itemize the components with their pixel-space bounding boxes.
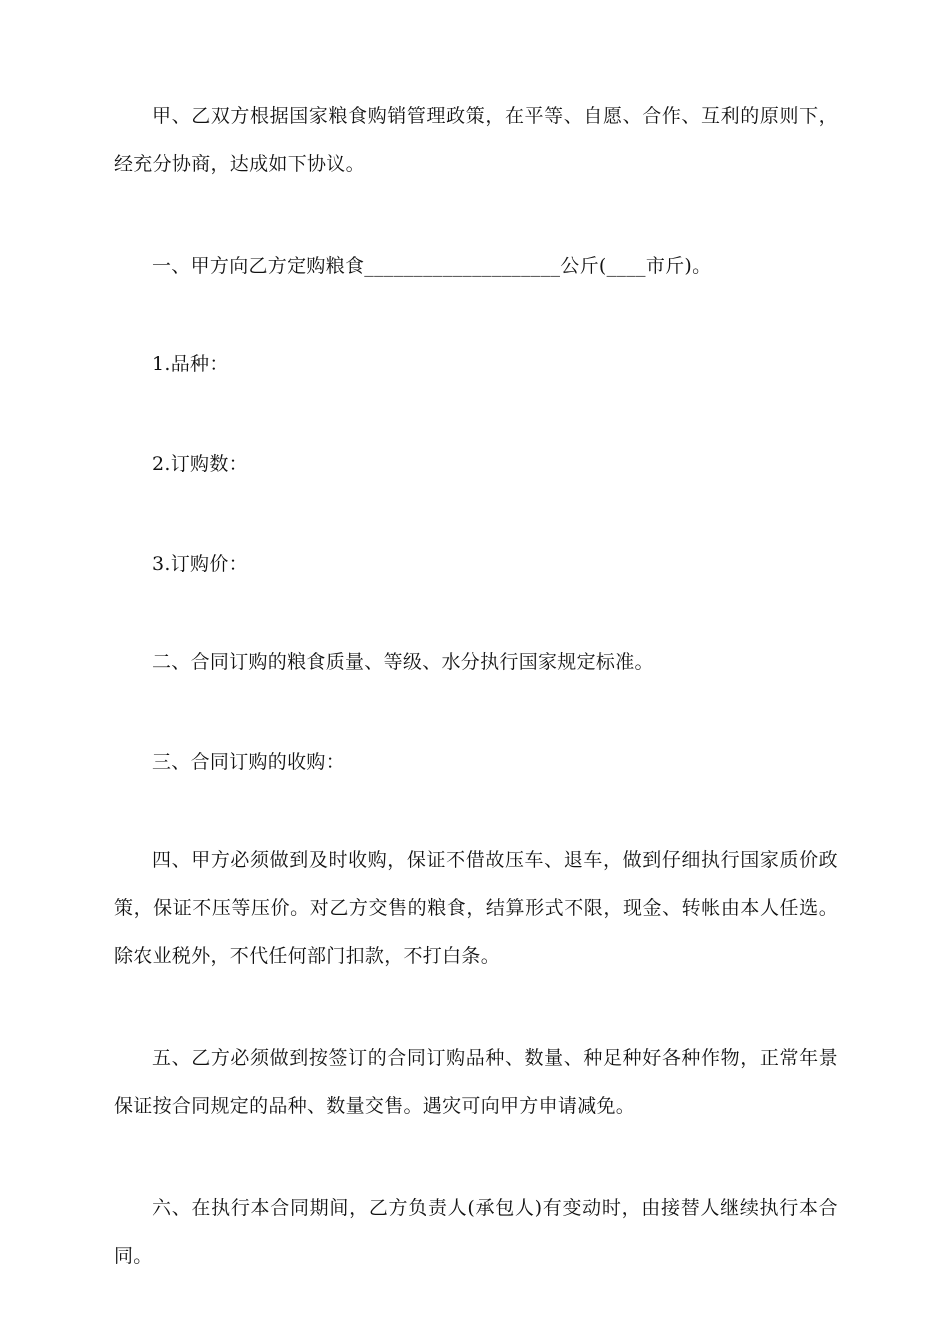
paragraph-item-quantity: 2.订购数：	[152, 453, 248, 475]
paragraph-preamble: 甲、乙双方根据国家粮食购销管理政策，在平等、自愿、合作、互利的原则下，经充分协商，达成如下协议。	[114, 105, 838, 175]
paragraph-clause-4: 四、甲方必须做到及时收购，保证不借故压车、退车，做到仔细执行国家质价政策，保证不压等压价。对乙方交售的粮食，结算形式不限，现金、转帐由本人任选。除农业税外，不代任何部门扣款，不打白条。	[114, 849, 838, 967]
paragraph-clause-3: 三、合同订购的收购：	[152, 751, 346, 773]
paragraph-clause-1: 一、甲方向乙方定购粮食____________________公斤(____市斤)。	[152, 255, 712, 277]
paragraph-clause-6: 六、在执行本合同期间，乙方负责人(承包人)有变动时，由接替人继续执行本合同。	[114, 1197, 838, 1267]
paragraph-clause-5: 五、乙方必须做到按签订的合同订购品种、数量、种足种好各种作物，正常年景保证按合同规定的品种、数量交售。遇灾可向甲方申请减免。	[114, 1047, 838, 1117]
paragraph-item-price: 3.订购价：	[152, 553, 248, 575]
paragraph-item-variety: 1.品种：	[152, 353, 229, 375]
paragraph-clause-2: 二、合同订购的粮食质量、等级、水分执行国家规定标准。	[152, 651, 654, 673]
